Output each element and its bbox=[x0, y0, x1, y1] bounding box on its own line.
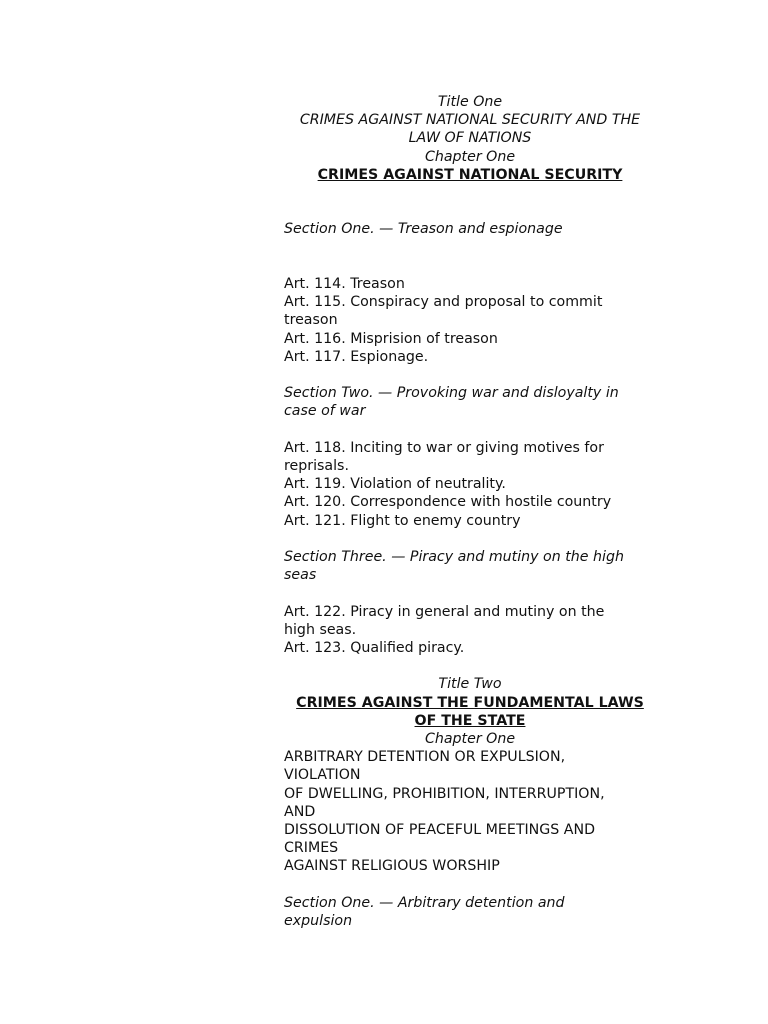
chapter-heading-line: VIOLATION bbox=[284, 767, 361, 784]
title-one-heading-line2: LAW OF NATIONS bbox=[408, 130, 532, 147]
article-line: reprisals. bbox=[284, 458, 349, 474]
spacer bbox=[284, 366, 656, 384]
article-line: Art. 117. Espionage. bbox=[284, 348, 429, 365]
article-line: high seas. bbox=[284, 621, 357, 638]
document-page bbox=[284, 93, 656, 930]
title-two-heading-line1: CRIMES AGAINST THE FUNDAMENTAL LAWS bbox=[296, 694, 644, 711]
article-line: Art. 118. Inciting to war or giving motives for bbox=[284, 439, 604, 456]
spacer bbox=[284, 657, 656, 675]
article-line: Art. 119. Violation of neutrality. bbox=[284, 476, 506, 493]
section-three-heading-line2: seas bbox=[284, 567, 317, 584]
spacer bbox=[284, 421, 656, 439]
article-line: Art. 122. Piracy in general and mutiny on the bbox=[284, 603, 605, 620]
title-one-chapter-label: Chapter One bbox=[424, 148, 516, 165]
chapter-heading-line: AGAINST RELIGIOUS WORSHIP bbox=[284, 858, 500, 875]
title-one-label: Title One bbox=[437, 94, 503, 110]
chapter-heading-line: AND bbox=[284, 803, 316, 820]
article-line: Art. 116. Misprision of treason bbox=[284, 330, 498, 347]
article-line: Art. 121. Flight to enemy country bbox=[284, 512, 521, 529]
article-line: Art. 114. Treason bbox=[284, 276, 405, 292]
title-two-label: Title Two bbox=[438, 676, 502, 693]
article-line: Art. 120. Correspondence with hostile country bbox=[284, 494, 612, 511]
article-line: Art. 115. Conspiracy and proposal to commit bbox=[284, 294, 603, 311]
spacer bbox=[284, 876, 656, 894]
spacer bbox=[284, 530, 656, 548]
section-three-heading-line1: Section Three. — Piracy and mutiny on the high bbox=[284, 549, 624, 565]
chapter-heading-line: OF DWELLING, PROHIBITION, INTERRUPTION, bbox=[284, 785, 605, 802]
article-line: treason bbox=[284, 312, 338, 329]
chapter-heading-line: CRIMES bbox=[284, 840, 339, 857]
title-two-section-one-heading-line2: expulsion bbox=[284, 913, 353, 930]
section-two-heading-line2: case of war bbox=[284, 403, 366, 420]
article-line: Art. 123. Qualified piracy. bbox=[284, 640, 465, 656]
section-two-heading-line1: Section Two. — Provoking war and disloyalty in bbox=[284, 385, 619, 402]
title-two-chapter-label: Chapter One bbox=[424, 731, 516, 747]
spacer bbox=[284, 584, 656, 602]
chapter-heading-line: DISSOLUTION OF PEACEFUL MEETINGS AND bbox=[284, 822, 596, 839]
title-two-section-one-heading-line1: Section One. — Arbitrary detention and bbox=[284, 894, 565, 911]
title-one-chapter-heading: CRIMES AGAINST NATIONAL SECURITY bbox=[317, 166, 623, 183]
section-one-heading: Section One. — Treason and espionage bbox=[284, 221, 563, 238]
spacer bbox=[284, 239, 656, 275]
spacer bbox=[284, 184, 656, 220]
chapter-heading-line: ARBITRARY DETENTION OR EXPULSION, bbox=[284, 749, 566, 766]
title-two-heading-line2: OF THE STATE bbox=[414, 712, 526, 729]
title-one-heading-line1: CRIMES AGAINST NATIONAL SECURITY AND THE bbox=[299, 112, 641, 129]
